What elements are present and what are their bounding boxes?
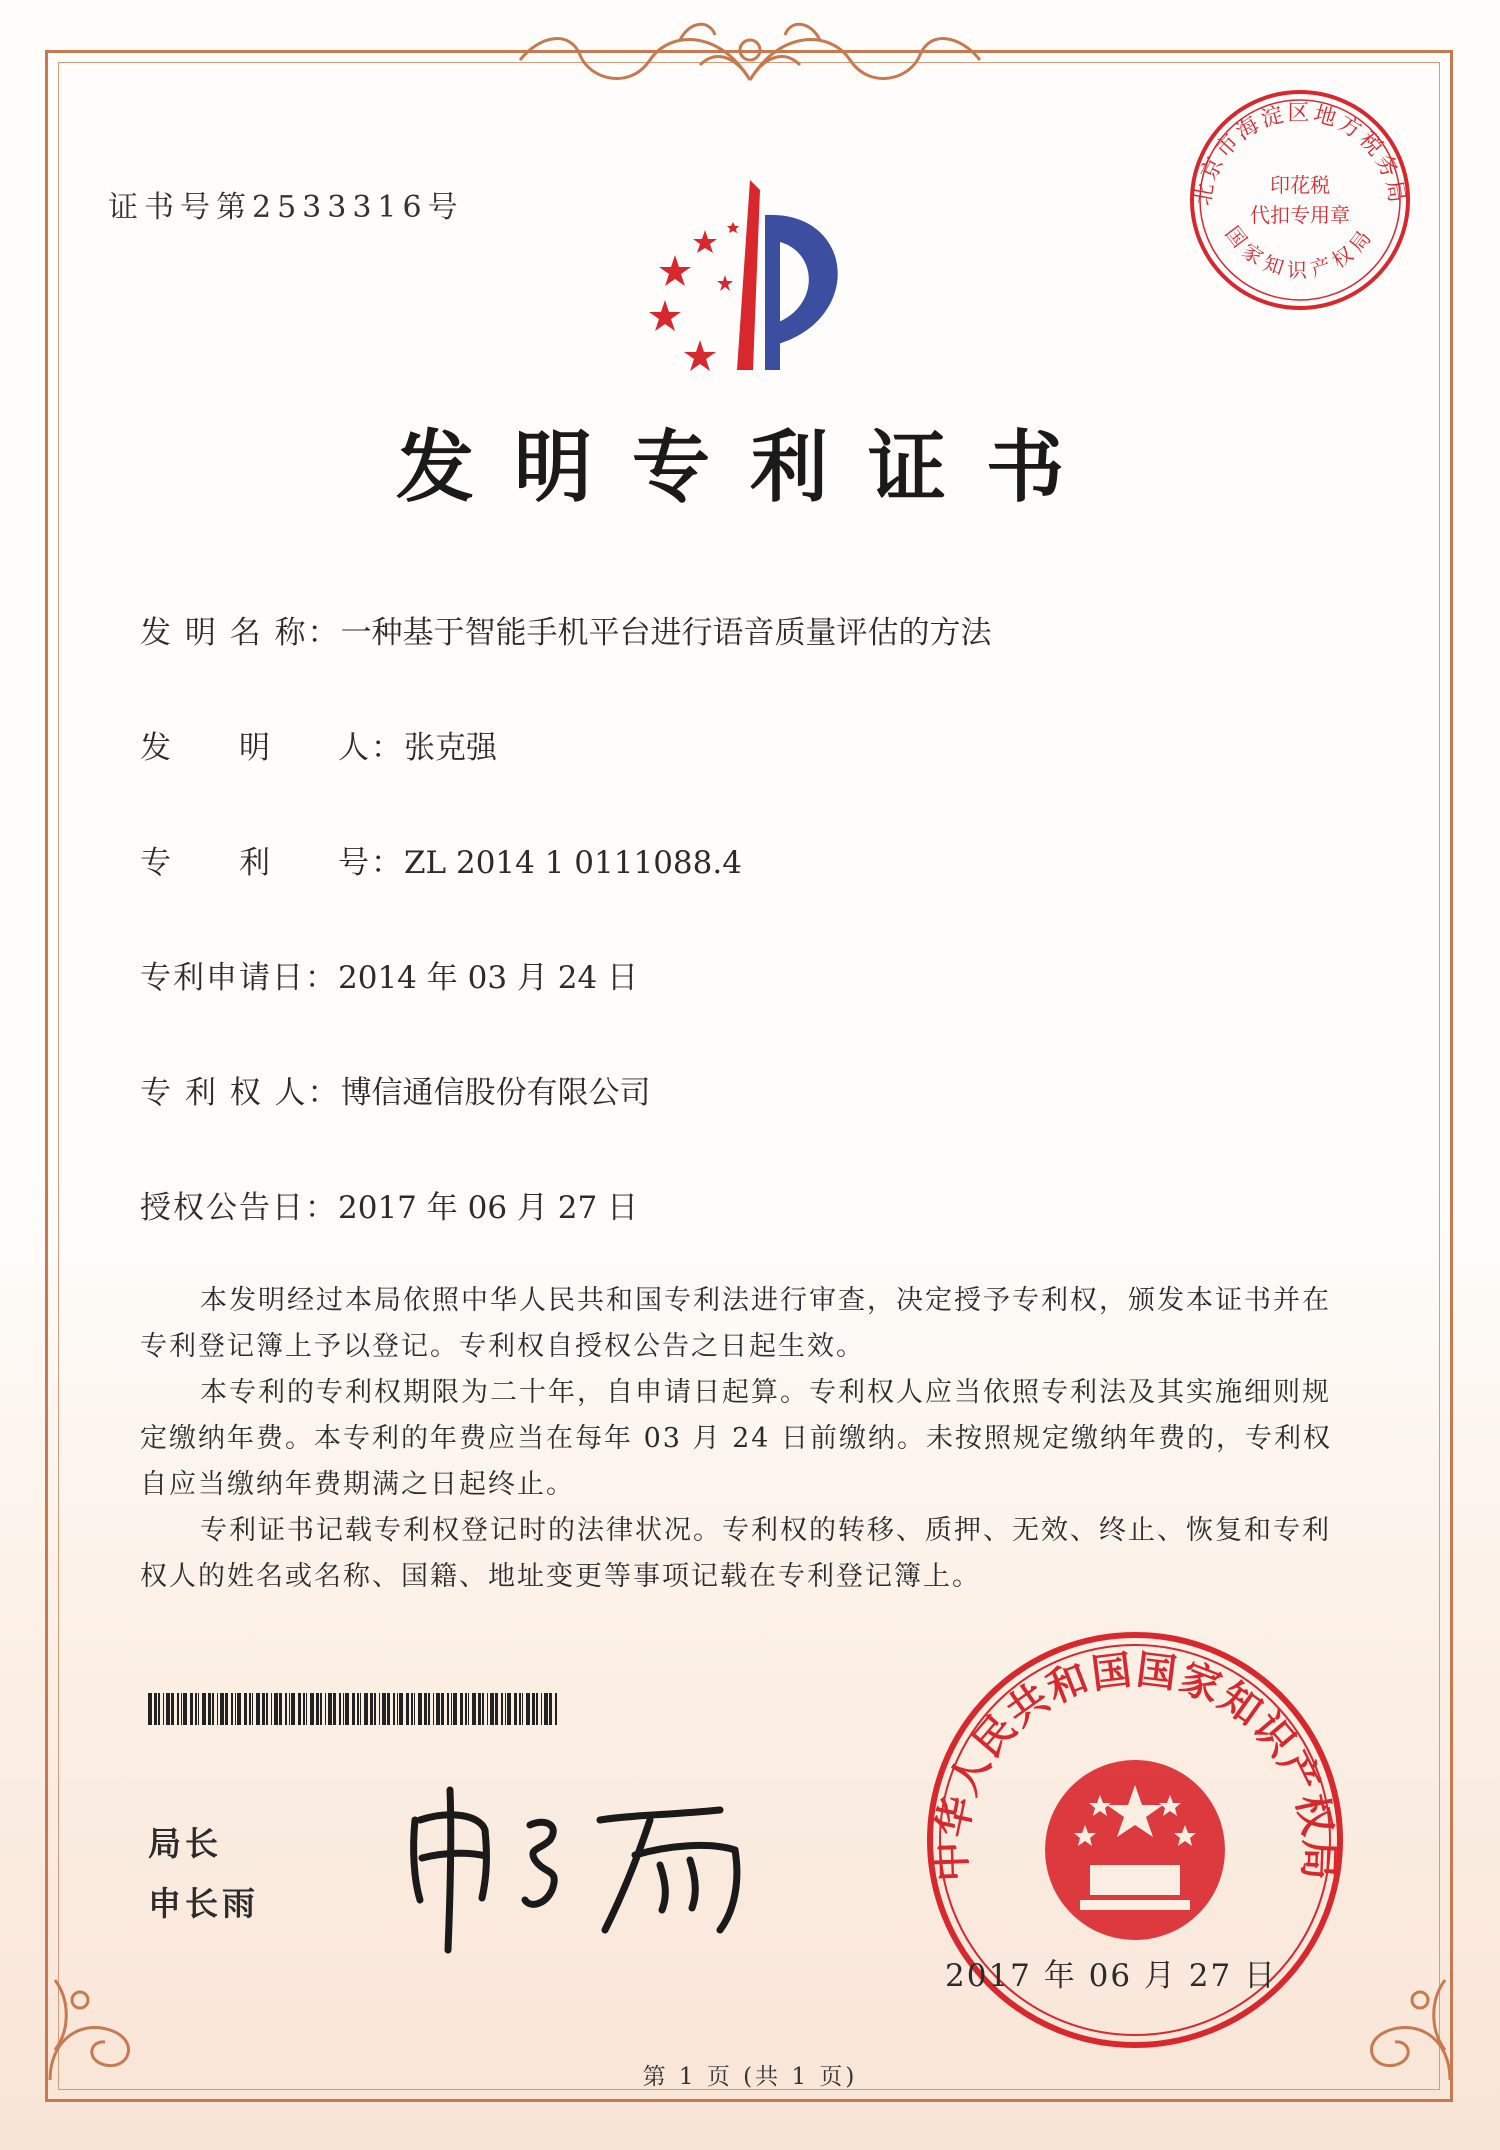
barcode-bar	[212, 1693, 214, 1725]
barcode-bar	[501, 1693, 503, 1725]
barcode-bar	[397, 1693, 398, 1725]
barcode-bar	[217, 1693, 218, 1725]
barcode-bar	[414, 1693, 415, 1725]
barcode-bar	[519, 1693, 521, 1725]
barcode-bar	[379, 1693, 380, 1725]
barcode-bar	[495, 1693, 498, 1725]
patentee-field	[140, 1067, 651, 1112]
barcode-bar	[316, 1693, 319, 1725]
barcode-bar	[237, 1693, 241, 1725]
barcode-bar	[549, 1693, 552, 1725]
barcode-bar	[291, 1693, 295, 1725]
barcode-bar	[433, 1693, 434, 1725]
barcode-bar	[399, 1693, 403, 1725]
barcode-bar	[460, 1693, 463, 1725]
barcode-bar	[465, 1693, 467, 1725]
barcode-bar	[374, 1693, 376, 1725]
barcode-bar	[256, 1693, 260, 1725]
barcode-bar	[478, 1693, 481, 1725]
barcode-bar	[436, 1693, 440, 1725]
barcode-bar	[544, 1693, 548, 1725]
patent-number-label: 专 利 号：	[140, 845, 404, 881]
barcode-bar	[252, 1693, 253, 1725]
barcode-bar	[279, 1693, 282, 1725]
barcode-bar	[190, 1693, 193, 1725]
barcode-bar	[285, 1693, 287, 1725]
barcode-bar	[387, 1693, 390, 1725]
barcode-bar	[453, 1693, 457, 1725]
barcode-bar	[244, 1693, 247, 1725]
handwritten-signature	[400, 1780, 760, 1960]
barcode-bar	[274, 1693, 278, 1725]
barcode-bar	[171, 1693, 174, 1725]
barcode-bar	[249, 1693, 251, 1725]
barcode-bar	[177, 1693, 179, 1725]
seal-date: 2017 年 06 月 27 日	[945, 1958, 1278, 1994]
barcode-bar	[447, 1693, 449, 1725]
barcode-bar	[472, 1693, 476, 1725]
inventor-field	[140, 722, 497, 767]
barcode-bar	[339, 1693, 341, 1725]
body-paragraph-2: 本专利的专利权期限为二十年，自申请日起算。专利权人应当依照专利法及其实施细则规定缴纳年费。本专利的年费应当在每年 03 月 24 日前缴纳。未按照规定缴纳年费的，专利权自应当缴纳年费期满之日起终止。	[140, 1377, 1333, 1500]
application-date-label: 专利申请日：	[140, 960, 338, 996]
page-number: 第 1 页 (共 1 页)	[642, 2064, 858, 2090]
application-date-field	[140, 952, 638, 997]
barcode-bar	[325, 1693, 326, 1725]
barcode-bar	[418, 1693, 422, 1725]
barcode-bar	[225, 1693, 228, 1725]
invention-name-field	[140, 607, 992, 652]
barcode-bar	[163, 1693, 164, 1725]
barcode-bar	[298, 1693, 301, 1725]
barcode-bar	[364, 1693, 368, 1725]
barcode-bar	[352, 1693, 355, 1725]
barcode-bar	[306, 1693, 307, 1725]
barcode-bar	[202, 1693, 206, 1725]
barcode-bar	[468, 1693, 469, 1725]
patent-office-emblem	[625, 160, 875, 380]
barcode-bar	[393, 1693, 395, 1725]
patent-number-value: ZL 2014 1 0111088.4	[404, 845, 742, 881]
barcode-bar	[522, 1693, 523, 1725]
patent-number-field	[140, 837, 742, 882]
barcode-bar	[166, 1693, 170, 1725]
barcode-bar	[482, 1693, 484, 1725]
barcode-bar	[505, 1693, 506, 1725]
svg-text:中华人民共和国国家知识产权局: 中华人民共和国国家知识产权局	[928, 1647, 1342, 1883]
barcode-bar	[441, 1693, 444, 1725]
barcode-bar	[536, 1693, 538, 1725]
inventor-value: 张克强	[404, 730, 497, 766]
grant-date-field	[140, 1182, 638, 1227]
barcode-bar	[343, 1693, 344, 1725]
barcode-bar	[235, 1693, 236, 1725]
barcode-bar	[532, 1693, 535, 1725]
barcode-bar	[357, 1693, 359, 1725]
barcode-bar	[303, 1693, 305, 1725]
barcode-bar	[382, 1693, 386, 1725]
barcode-bar	[310, 1693, 314, 1725]
barcode-bar	[526, 1693, 530, 1725]
invention-name-value: 一种基于智能手机平台进行语音质量评估的方法	[340, 615, 992, 651]
barcode-bar	[411, 1693, 413, 1725]
svg-text:代扣专用章: 代扣专用章	[1250, 203, 1350, 227]
certificate-body	[140, 1278, 1340, 1600]
barcode-bar	[487, 1693, 488, 1725]
patentee-label: 专 利 权 人：	[140, 1075, 341, 1111]
barcode-bar	[231, 1693, 233, 1725]
barcode-bar	[220, 1693, 224, 1725]
signatory-title: 局长	[148, 1824, 222, 1863]
patentee-value: 博信通信股份有限公司	[340, 1075, 651, 1111]
invention-name-label: 发 明 名 称：	[140, 615, 341, 651]
application-date-value: 2014 年 03 月 24 日	[338, 960, 639, 996]
grant-date-label: 授权公告日：	[140, 1190, 338, 1226]
barcode-bar	[271, 1693, 272, 1725]
barcode-bar	[181, 1693, 182, 1725]
inventor-label: 发 明 人：	[140, 730, 404, 766]
barcode-bar	[428, 1693, 430, 1725]
svg-text:印花税: 印花税	[1270, 173, 1330, 197]
grant-date-value: 2017 年 06 月 27 日	[338, 1190, 639, 1226]
barcode-bar	[158, 1693, 160, 1725]
barcode-bar	[514, 1693, 517, 1725]
barcode-bar	[266, 1693, 268, 1725]
barcode	[148, 1693, 560, 1725]
barcode-bar	[345, 1693, 349, 1725]
barcode-bar	[195, 1693, 197, 1725]
barcode-bar	[507, 1693, 511, 1725]
barcode-bar	[320, 1693, 322, 1725]
certificate-title: 发明专利证书	[395, 423, 1104, 513]
barcode-bar	[333, 1693, 336, 1725]
barcode-bar	[148, 1693, 152, 1725]
certificate-number: 证书号第2533316号	[108, 190, 464, 225]
barcode-bar	[328, 1693, 332, 1725]
barcode-bar	[406, 1693, 409, 1725]
barcode-bar	[424, 1693, 427, 1725]
svg-text:国家知识产权局: 国家知识产权局	[1220, 221, 1380, 282]
tax-stamp-seal	[1180, 80, 1420, 320]
top-ornament	[500, 10, 1000, 100]
barcode-bar	[198, 1693, 199, 1725]
barcode-bar	[183, 1693, 187, 1725]
signatory-name: 申长雨	[148, 1884, 259, 1923]
body-paragraph-1: 本发明经过本局依照中华人民共和国专利法进行审查，决定授予专利权，颁发本证书并在专利登记簿上予以登记。专利权自授权公告之日起生效。	[140, 1285, 1331, 1362]
barcode-bar	[289, 1693, 290, 1725]
barcode-bar	[541, 1693, 542, 1725]
barcode-bar	[451, 1693, 452, 1725]
barcode-bar	[262, 1693, 265, 1725]
barcode-bar	[360, 1693, 361, 1725]
barcode-bar	[555, 1693, 557, 1725]
body-paragraph-3: 专利证书记载专利权登记时的法律状况。专利权的转移、质押、无效、终止、恢复和专利权人的姓名或名称、国籍、地址变更等事项记载在专利登记簿上。	[140, 1515, 1331, 1592]
barcode-bar	[490, 1693, 494, 1725]
barcode-bar	[208, 1693, 211, 1725]
barcode-bar	[370, 1693, 373, 1725]
svg-text:北京市海淀区地方税务局: 北京市海淀区地方税务局	[1190, 100, 1410, 208]
barcode-bar	[154, 1693, 157, 1725]
